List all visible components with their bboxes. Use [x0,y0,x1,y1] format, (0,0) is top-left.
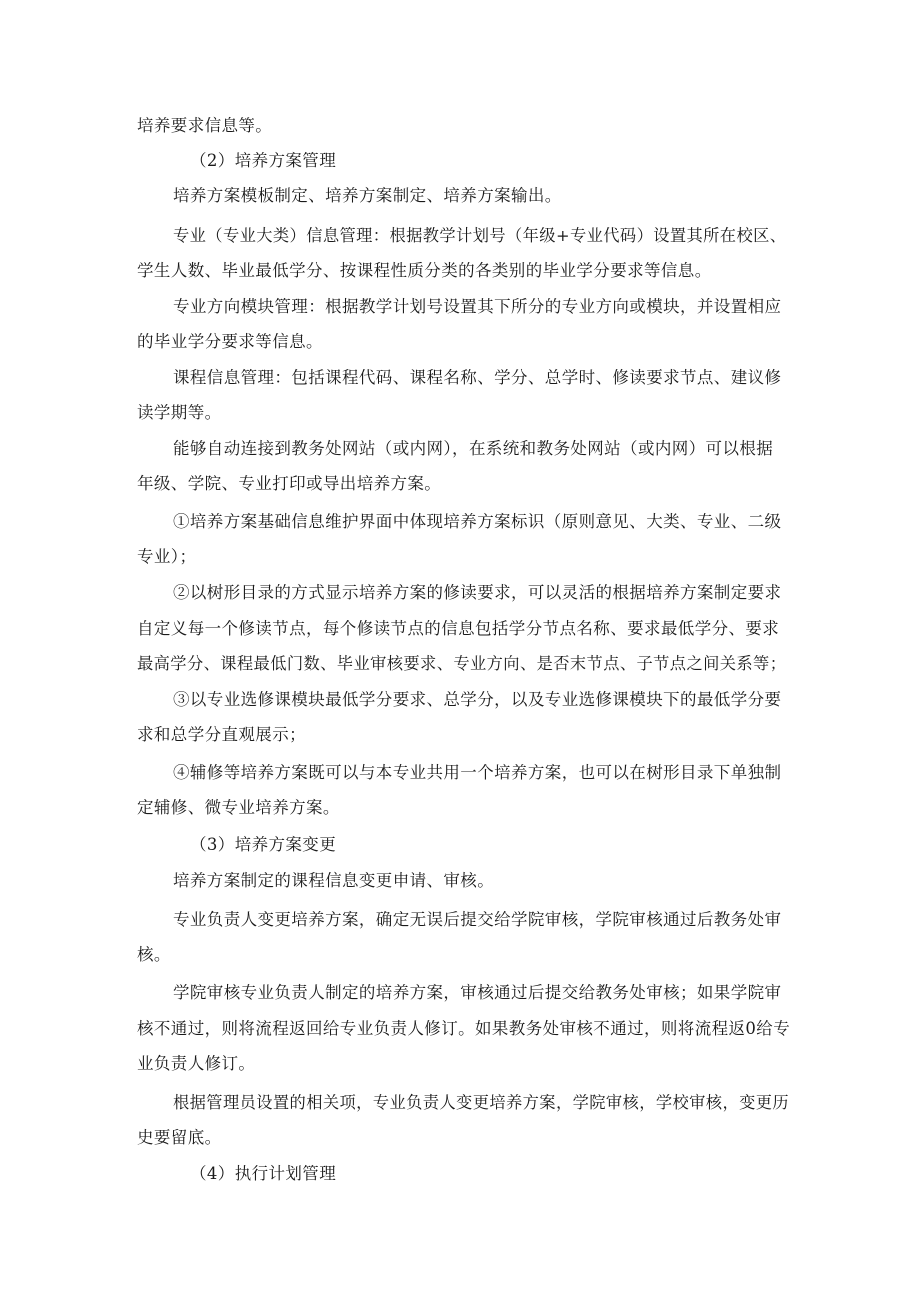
list-item-text: ①培养方案基础信息维护界面中体现培养方案标识（原则意见、大类、专业、二级 [173,512,782,531]
list-item-text: 定辅修、微专业培养方案。 [137,798,340,817]
text-line: 读学期等。 [137,403,222,422]
list-item-text: 最高学分、课程最低门数、毕业审核要求、专业方向、是否末节点、子节点之间关系等； [137,654,787,673]
text-line: 史要留底。 [137,1128,222,1147]
section-heading: （4）执行计划管理 [190,1164,337,1183]
text-line: 培养方案模板制定、培养方案制定、培养方案输出。 [173,186,562,205]
text-line: 学院审核专业负责人制定的培养方案，审核通过后提交给教务处审核；如果学院审 [173,983,782,1002]
text-line: 的毕业学分要求等信息。 [137,332,323,351]
text-line: 业负责人修订。 [137,1054,256,1073]
list-item-text: ②以树形目录的方式显示培养方案的修读要求，可以灵活的根据培养方案制定要求 [173,583,782,602]
text-line: 能够自动连接到教务处网站（或内网），在系统和教务处网站（或内网）可以根据 [173,439,774,458]
text-line: 专业负责人变更培养方案，确定无误后提交给学院审核，学院审核通过后教务处审 [173,910,782,929]
text-line: 根据管理员设置的相关项，专业负责人变更培养方案，学院审核，学校审核，变更历 [173,1093,790,1112]
list-item-text: 专业）； [137,547,197,566]
text-line: 年级、学院、专业打印或导出培养方案。 [137,474,442,493]
list-item-text: 求和总学分直观展示； [137,725,306,744]
section-heading: （2）培养方案管理 [190,151,337,170]
text-line: 核不通过，则将流程返回给专业负责人修订。如果教务处审核不通过，则将流程返0给专 [137,1019,791,1038]
section-heading: （3）培养方案变更 [190,835,337,854]
text-line: 学生人数、毕业最低学分、按课程性质分类的各类别的毕业学分要求等信息。 [137,261,712,280]
text-line: 核。 [137,945,171,964]
text-line: 课程信息管理：包括课程代码、课程名称、学分、总学时、修读要求节点、建议修 [173,368,782,387]
list-item-text: ④辅修等培养方案既可以与本专业共用一个培养方案，也可以在树形目录下单独制 [173,763,782,782]
text-line: 培养方案制定的课程信息变更申请、审核。 [173,871,495,890]
text-line: 专业方向模块管理：根据教学计划号设置其下所分的专业方向或模块，并设置相应 [173,297,782,316]
text-line: 专业（专业大类）信息管理：根据教学计划号（年级+专业代码）设置其所在校区、 [173,226,787,245]
list-item-text: 自定义每一个修读节点，每个修读节点的信息包括学分节点名称、要求最低学分、要求 [137,619,780,638]
text-line: 培养要求信息等。 [137,116,273,135]
list-item-text: ③以专业选修课模块最低学分要求、总学分，以及专业选修课模块下的最低学分要 [173,690,782,709]
